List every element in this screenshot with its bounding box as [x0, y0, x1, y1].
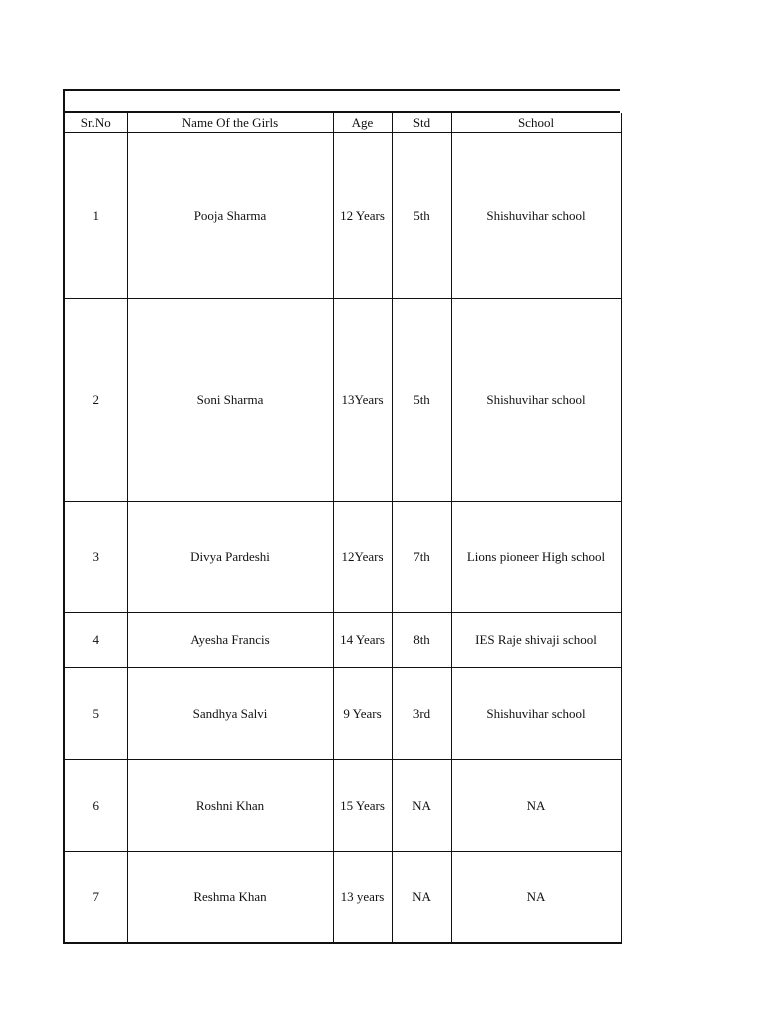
cell-age: 13 years [333, 852, 392, 943]
cell-name: Ayesha Francis [127, 613, 333, 668]
cell-age: 13Years [333, 299, 392, 502]
cell-sr-no: 1 [64, 133, 127, 299]
header-row [64, 113, 621, 133]
cell-age: 9 Years [333, 668, 392, 760]
header-name: Name Of the Girls [127, 113, 333, 133]
cell-std: NA [392, 852, 451, 943]
cell-name: Soni Sharma [127, 299, 333, 502]
cell-sr-no: 4 [64, 613, 127, 668]
header-school: School [451, 113, 621, 133]
cell-std: 5th [392, 299, 451, 502]
cell-age: 12Years [333, 502, 392, 613]
cell-sr-no: 7 [64, 852, 127, 943]
cell-std: 8th [392, 613, 451, 668]
table-row [64, 852, 621, 943]
cell-std: 5th [392, 133, 451, 299]
cell-age: 15 Years [333, 760, 392, 852]
table-row [64, 133, 621, 299]
cell-age: 12 Years [333, 133, 392, 299]
cell-std: 3rd [392, 668, 451, 760]
merged-title-cell [63, 89, 620, 113]
cell-name: Reshma Khan [127, 852, 333, 943]
header-sr-no: Sr.No [64, 113, 127, 133]
cell-name: Pooja Sharma [127, 133, 333, 299]
cell-name: Roshni Khan [127, 760, 333, 852]
table-row [64, 668, 621, 760]
cell-std: 7th [392, 502, 451, 613]
cell-sr-no: 5 [64, 668, 127, 760]
cell-school: NA [451, 760, 621, 852]
header-age: Age [333, 113, 392, 133]
cell-name: Divya Pardeshi [127, 502, 333, 613]
cell-sr-no: 3 [64, 502, 127, 613]
header-std: Std [392, 113, 451, 133]
cell-sr-no: 2 [64, 299, 127, 502]
table-row [64, 502, 621, 613]
cell-sr-no: 6 [64, 760, 127, 852]
cell-school: NA [451, 852, 621, 943]
table-row [64, 760, 621, 852]
cell-school: Shishuvihar school [451, 133, 621, 299]
cell-school: Shishuvihar school [451, 668, 621, 760]
spreadsheet [63, 89, 620, 944]
cell-age: 14 Years [333, 613, 392, 668]
table-row [64, 613, 621, 668]
cell-school: IES Raje shivaji school [451, 613, 621, 668]
cell-std: NA [392, 760, 451, 852]
cell-school: Lions pioneer High school [451, 502, 621, 613]
table-row [64, 299, 621, 502]
cell-school: Shishuvihar school [451, 299, 621, 502]
girls-table [63, 113, 622, 944]
cell-name: Sandhya Salvi [127, 668, 333, 760]
